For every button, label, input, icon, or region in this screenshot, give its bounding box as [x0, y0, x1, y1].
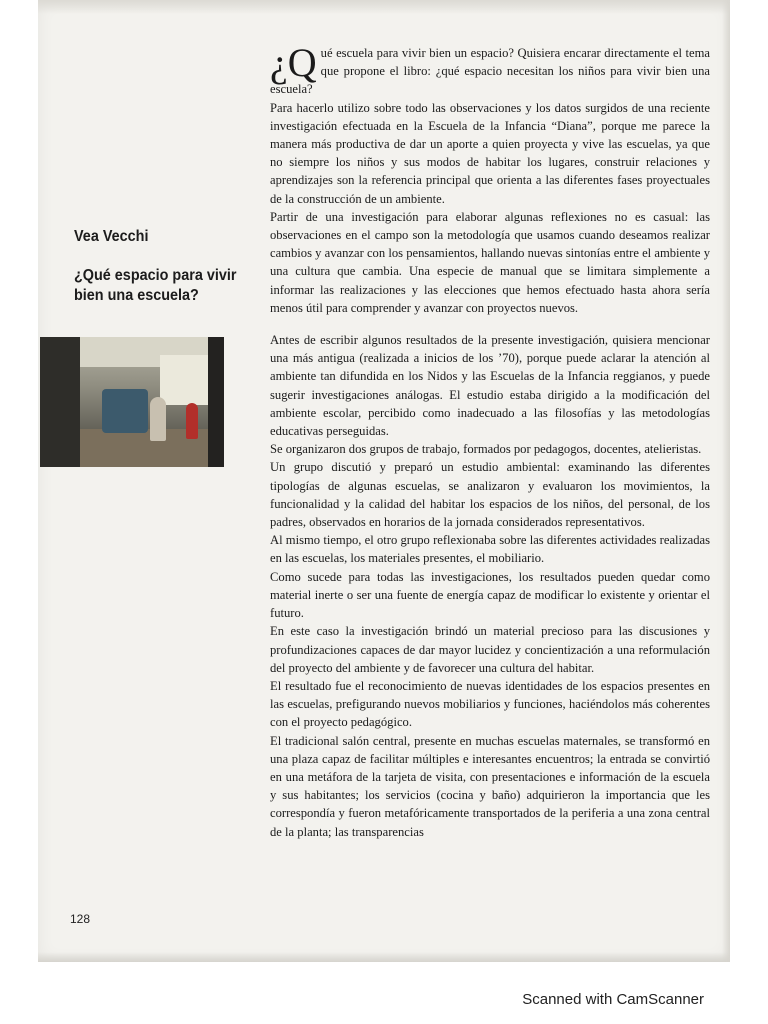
page-number: 128 — [70, 912, 91, 926]
drop-cap: ¿Q — [270, 40, 317, 85]
paragraph: Partir de una investigación para elaborar algunas reflexiones no es casual: las observaciones en el campo son la metodología que usamos cuando deseamos realizar cambios y avanzar con los pensamientos, hallando nuevas sintonías entre el ambiente y una cultura que cambia. Una especie de manual que se limitara simplemente a informar las realizaciones y las elecciones que hemos efectuado hasta ahora sería menos útil para comprender y avanzar con proyectos nuevos. — [270, 209, 710, 315]
paragraph: Para hacerlo utilizo sobre todo las observaciones y los datos surgidos de una reciente investigación efectuada en la Escuela de la Infancia “Diana”, porque me parece la manera más productiva de dar un aporte a quien proyecta y vive las escuelas, ya que no siempre los niños y sus modos de habitar los lugares, construir relaciones y aprendizajes son la referencia principal que orienta a las diferentes fases proyectuales de la construcción de un ambiente. — [270, 100, 710, 206]
paragraph: El resultado fue el reconocimiento de nuevas identidades de los espacios presentes en las escuelas, prefigurando nuevos mobiliarios y funciones, haciéndolos más coherentes con el proyecto pedagógico. — [270, 678, 710, 730]
paragraph: ¿Q ué escuela para vivir bien un espacio? Quisiera encarar directamente el tema que propone el libro: ¿qué espacio necesitan los niños para vivir bien una escuela? — [270, 40, 710, 97]
page-shadow-bottom — [38, 952, 730, 962]
scanner-watermark: Scanned with CamScanner — [522, 991, 704, 1008]
paragraph: Un grupo discutió y preparó un estudio ambiental: examinando las diferentes tipologías de algunas escuelas, se analizaron y evaluaron los movimientos, la funcionalidad y la calidad del habitar los espacios de los niños, del personal, de los padres, observados en horarios de la jornada considerados representativos. — [270, 460, 710, 530]
paragraph: Antes de escribir algunos resultados de la presente investigación, quisiera mencionar una más antigua (realizada a inicios de los ’70), porque puede aclarar la atención al ambiente tan difundida en los Nidos y las Escuelas de la Infancia reggianos, y puede sugerir investigaciones análogas. El estudio estaba dirigido a la modificación del ambiente escolar, percibido como inadecuado a las filosofías y las metodologías educativas perseguidas. — [270, 333, 710, 439]
chapter-title: ¿Qué espacio para vivir bien una escuela? — [74, 267, 237, 304]
paragraph: Al mismo tiempo, el otro grupo reflexionaba sobre las diferentes actividades realizadas en las escuelas, los materiales presentes, el mobiliario. — [270, 533, 710, 566]
book-page — [38, 0, 730, 962]
author-name: Vea Vecchi — [74, 228, 149, 245]
paragraph: En este caso la investigación brindó un material precioso para las discusiones y profundizaciones capaces de dar mayor lucidez y concientización a una reformulación del proyecto del ambiente y de favorecer una cultura del habitar. — [270, 624, 710, 675]
paragraph: Como sucede para todas las investigaciones, los resultados pueden quedar como material inerte o ser una fuente de energía capaz de modificar lo existente y orientar el futuro. — [270, 569, 710, 621]
page-shadow-right — [722, 0, 730, 962]
body-text — [270, 40, 710, 841]
paragraph: El tradicional salón central, presente en muchas escuelas maternales, se transformó en una plaza capaz de facilitar múltiples e interesantes encuentros; la entrada se convirtió en una metáfora de la tarjeta de visita, con presentaciones e información de la escuela y sus habitantes; los servicios (cocina y baño) adquirieron la importancia que les correspondía y fueron metafóricamente transportados de la periferia a una zona central de la planta; las transparencias — [270, 733, 710, 839]
page-shadow-top — [38, 0, 730, 14]
paragraph: Se organizaron dos grupos de trabajo, formados por pedagogos, docentes, atelieristas. — [270, 442, 702, 457]
school-interior-photo — [40, 337, 224, 467]
